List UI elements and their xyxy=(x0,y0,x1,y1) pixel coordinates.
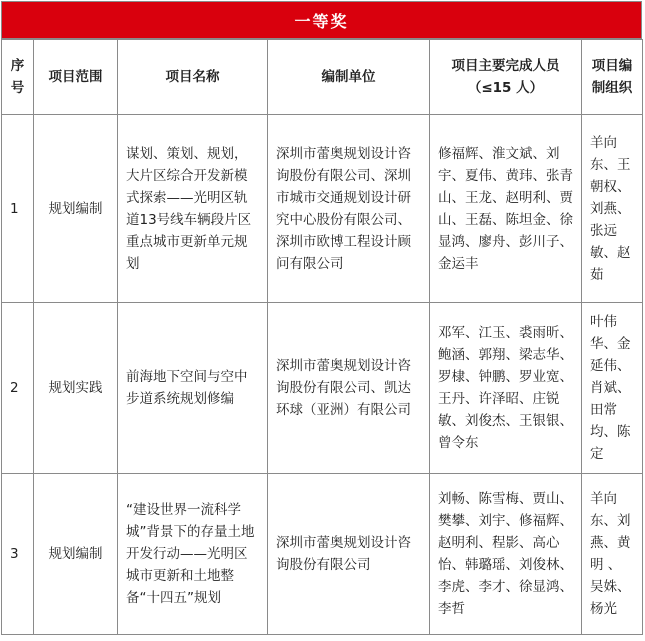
cell-people: 修福辉、淮文斌、刘宇、夏伟、黄玮、张青山、王龙、赵明利、贾山、王磊、陈坦金、徐显鸿、廖舟、彭川子、金运丰 xyxy=(430,115,582,303)
header-name: 项目名称 xyxy=(118,40,268,115)
cell-org: 羊向东、王朝权、刘燕、张远敏、赵茹 xyxy=(582,115,643,303)
table-row xyxy=(2,115,643,303)
cell-unit: 深圳市蕾奥规划设计咨询股份有限公司、深圳市城市交通规划设计研究中心股份有限公司、深圳市欧博工程设计顾问有限公司 xyxy=(268,115,430,303)
cell-name: 谋划、策划、规划，大片区综合开发新模式探索——光明区轨道13号线车辆段片区重点城市更新单元规划 xyxy=(118,115,268,303)
cell-org: 羊向东、刘燕、黄明 、 吴姝、杨光 xyxy=(582,474,643,635)
cell-people: 邓军、江玉、裘雨昕、鲍涵、郭翔、梁志华、罗棣、钟鹏、罗业宽、王丹、许泽昭、庄锐敏、刘俊杰、王银银、曾令东 xyxy=(430,303,582,474)
table-row xyxy=(2,474,643,635)
header-people: 项目主要完成人员（≤15 人） xyxy=(430,40,582,115)
award-title: 一等奖 xyxy=(294,11,349,31)
cell-seq: 3 xyxy=(2,474,34,635)
cell-scope: 规划编制 xyxy=(34,474,118,635)
award-banner xyxy=(1,1,642,39)
cell-scope: 规划编制 xyxy=(34,115,118,303)
cell-name: 前海地下空间与空中步道系统规划修编 xyxy=(118,303,268,474)
header-org: 项目编制组织 xyxy=(582,40,643,115)
cell-org: 叶伟华、金延伟、肖斌、田常均、陈定 xyxy=(582,303,643,474)
cell-unit: 深圳市蕾奥规划设计咨询股份有限公司 xyxy=(268,474,430,635)
header-seq: 序号 xyxy=(2,40,34,115)
header-unit: 编制单位 xyxy=(268,40,430,115)
cell-people: 刘畅、陈雪梅、贾山、樊攀、刘宇、修福辉、赵明利、程影、高心怡、韩璐瑶、刘俊林、李虎、李才、徐显鸿、李哲 xyxy=(430,474,582,635)
table-row xyxy=(2,303,643,474)
cell-seq: 1 xyxy=(2,115,34,303)
cell-unit: 深圳市蕾奥规划设计咨询股份有限公司、凯达环球（亚洲）有限公司 xyxy=(268,303,430,474)
cell-scope: 规划实践 xyxy=(34,303,118,474)
cell-name: “建设世界一流科学城”背景下的存量土地开发行动——光明区城市更新和土地整备“十四五”规划 xyxy=(118,474,268,635)
header-scope: 项目范围 xyxy=(34,40,118,115)
header-row xyxy=(2,40,643,115)
cell-seq: 2 xyxy=(2,303,34,474)
award-table xyxy=(1,39,643,635)
